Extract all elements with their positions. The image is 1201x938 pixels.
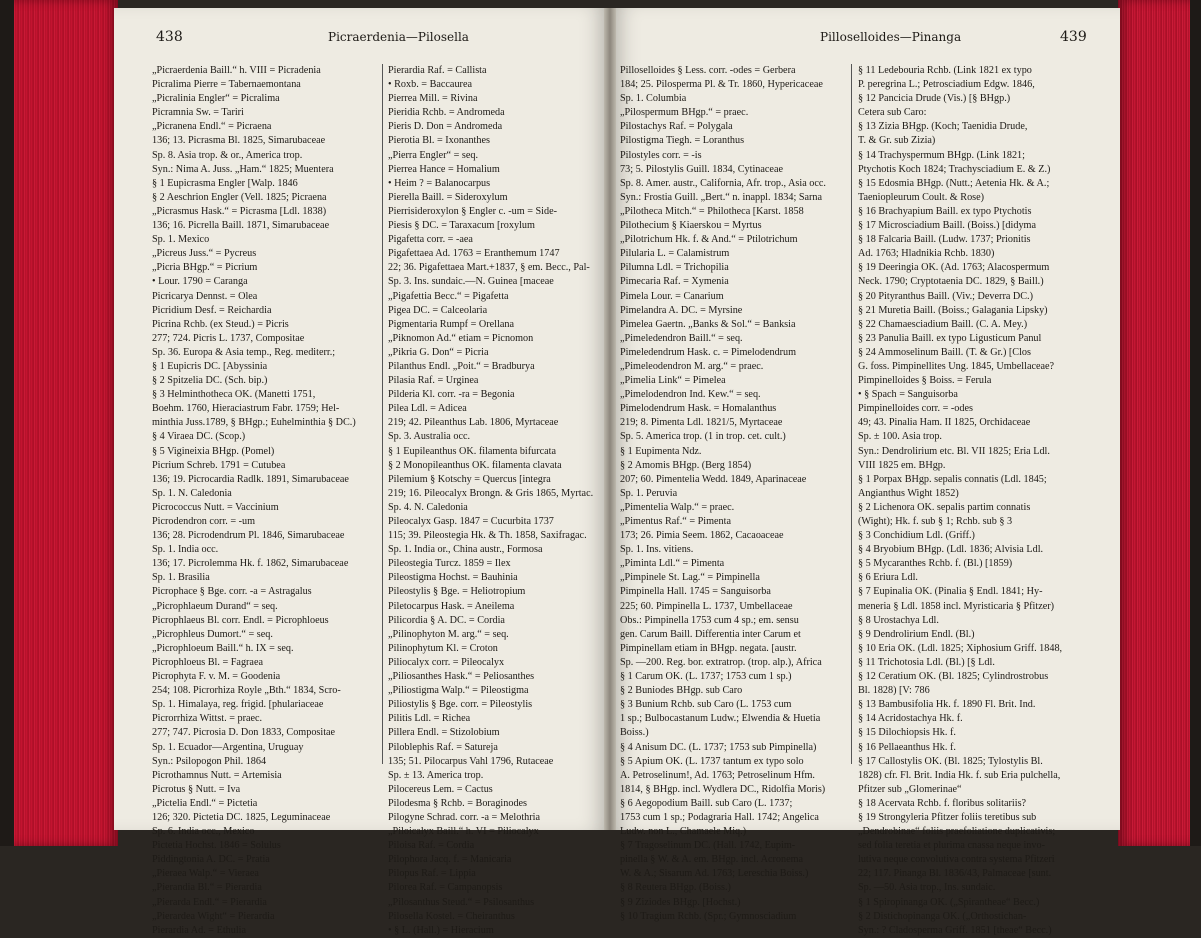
text-line: Pimela Lour. = Canarium xyxy=(620,290,724,302)
text-line: § 19 Strongyleria Pfitzer foliis teretibus sub xyxy=(858,811,1037,823)
text-line: „Dendrobinae“ foliis praefoliatione duplicativis; xyxy=(858,826,1056,838)
text-line: pinella § W. & A. em. BHgp. incl. Acronema xyxy=(620,854,804,866)
text-line: § 10 Eria OK. (Ldl. 1825; Xiphosium Griff. 1848, xyxy=(858,642,1063,654)
text-line: Neck. 1790; Cryptotaenia DC. 1829, § Baill.) xyxy=(858,276,1044,288)
text-line: § 2 Amomis BHgp. (Berg 1854) xyxy=(620,459,752,471)
text-line: § 21 Muretia Baill. (Boiss.; Galagania Lipsky) xyxy=(858,304,1048,316)
text-line: 49; 43. Pinalia Ham. II 1825, Orchidaceae xyxy=(858,417,1031,429)
text-line: VIII 1825 em. BHgp. xyxy=(858,459,946,471)
text-line: § 1 Spiropinanga OK. („Spirantheae“ Becc.) xyxy=(858,896,1040,908)
text-line: Piddingtonia A. DC. = Pratia xyxy=(152,854,270,866)
text-line: § 2 Buniodes BHgp. sub Caro xyxy=(620,685,743,697)
text-line: Pilea Ldl. = Adicea xyxy=(388,403,467,415)
text-line: § 5 Apium OK. (L. 1737 tantum ex typo solo xyxy=(620,755,804,767)
text-line: § 17 Microsciadium Baill. (Boiss.) [didyma xyxy=(858,220,1036,232)
text-line: § 4 Bryobium BHgp. (Ldl. 1836; Alvisia Ldl. xyxy=(858,544,1044,556)
text-line: „Pierra Engler“ = seq. xyxy=(388,149,479,161)
text-line: 22; 117. Pinanga Bl. 1836/43, Palmaceae [sunt. xyxy=(858,868,1052,880)
text-line: Pilothecium § Kiaerskou = Myrtus xyxy=(620,220,762,232)
text-line: Pigafetta corr. = -aea xyxy=(388,234,473,246)
text-line: 225; 60. Pimpinella L. 1737, Umbellaceae xyxy=(620,600,793,612)
left-page-column-1 xyxy=(152,64,378,938)
text-line: „Pilinophyton M. arg.“ = seq. xyxy=(388,628,509,640)
text-line: „Piminta Ldl.“ = Pimenta xyxy=(620,558,725,570)
text-line: Sp. 8. Amer. austr., California, Afr. trop., Asia occ. xyxy=(620,177,826,189)
text-line: § 9 Dendrolirium Endl. (Bl.) xyxy=(858,628,975,640)
text-line: § 16 Pellaeanthus Hk. f. xyxy=(858,741,956,753)
text-line: Pilostyles corr. = -is xyxy=(620,149,702,161)
text-line: § 6 Aegopodium Baill. sub Caro (L. 1737; xyxy=(620,797,793,809)
text-line: „Pilosanthus Steud.“ = Psilosanthus xyxy=(388,896,535,908)
text-line: Syn.: Dendrolirium etc. Bl. VII 1825; Eria Ldl. xyxy=(858,445,1050,457)
text-line: Pimecaria Raf. = Xymenia xyxy=(620,276,729,288)
text-line: § 6 Eriura Ldl. xyxy=(858,572,918,584)
text-line: Piliocalyx corr. = Pileocalyx xyxy=(388,656,505,668)
text-line: „Picralinia Engler“ = Picralima xyxy=(152,93,280,105)
text-line: § 1 Porpax BHgp. sepalis connatis (Ldl. 1845; xyxy=(858,473,1047,485)
text-line: „Picrophlaeum Durand“ = seq. xyxy=(152,600,278,612)
text-line: § 7 Eupinalia OK. (Pinalia § Endl. 1841; Hy- xyxy=(858,586,1043,598)
text-line: sed folia teretia et plurima cnassa neque invo- xyxy=(858,840,1045,852)
left-page-number: 438 xyxy=(156,29,183,45)
book-edge-right xyxy=(1118,0,1201,846)
text-line: Angianthus Wight 1852) xyxy=(858,487,959,499)
text-line: 207; 60. Pimentelia Wedd. 1849, Aparinaceae xyxy=(620,473,807,485)
text-line: Syn.: ? Cladosperma Griff. 1851 [theae“ Becc.) xyxy=(858,924,1052,936)
text-line: P. peregrina L.; Petrosciadium Edgw. 1846, xyxy=(858,79,1035,91)
text-line: 136; 17. Picrolemma Hk. f. 1862, Simarubaceae xyxy=(152,558,349,570)
text-line: 277; 724. Picris L. 1737, Compositae xyxy=(152,332,305,344)
text-line: Picralima Pierre = Tabernaemontana xyxy=(152,79,301,91)
text-line: Piliostylis § Bge. corr. = Pileostylis xyxy=(388,699,533,711)
text-line: Picricarya Dennst. = Olea xyxy=(152,290,258,302)
text-line: § 13 Bambusifolia Hk. f. 1890 Fl. Brit. Ind. xyxy=(858,699,1036,711)
text-line: • Heim ? = Balanocarpus xyxy=(388,177,491,189)
text-line: Piloblephis Raf. = Satureja xyxy=(388,741,498,753)
text-line: Sp. 1. Mexico xyxy=(152,234,210,246)
text-line: Sp. —50. Asia trop., Ins. sundaic. xyxy=(858,882,996,894)
text-line: Sp. 1. India occ. xyxy=(152,544,219,556)
text-line: Sp. 3. Australia occ. xyxy=(388,431,471,443)
text-line: Pillera Endl. = Stizolobium xyxy=(388,727,500,739)
text-line: Pilostigma Tiegh. = Loranthus xyxy=(620,135,745,147)
text-line: Pilloselloides § Less. corr. -odes = Gerbera xyxy=(620,65,796,76)
text-line: „Pilotheca Mitch.“ = Philotheca [Karst. 1858 xyxy=(620,205,804,217)
text-line: Sp. 36. Europa & Asia temp., Reg. mediterr.; xyxy=(152,346,336,358)
text-line: „Pikria G. Don“ = Picria xyxy=(388,346,489,358)
text-line: A. Petroselinum!, Ad. 1763; Petroselinum Hfm. xyxy=(620,769,815,781)
text-line: Pileostegia Turcz. 1859 = Ilex xyxy=(388,558,511,570)
text-line: Sp. 1. Ecuador—Argentina, Uruguay xyxy=(152,741,304,753)
text-line: „Pictelia Endl.“ = Pictetia xyxy=(152,797,258,809)
text-line: Pilemium § Kotschy = Quercus [integra xyxy=(388,473,551,485)
text-line: Pileostylis § Bge. = Heliotropium xyxy=(388,586,526,598)
text-line: § 9 Ziziodes BHgp. [Hochst.) xyxy=(620,896,741,908)
text-line: Picrina Rchb. (ex Steud.) = Picris xyxy=(152,318,289,330)
text-line: gen. Carum Baill. Differentia inter Carum et xyxy=(620,628,801,640)
text-line: meneria § Ldl. 1858 incl. Myristicaria § Pfitzer) xyxy=(858,600,1055,612)
text-line: „Pimpinele St. Lag.“ = Pimpinella xyxy=(620,572,760,584)
text-line: § 15 Edosmia BHgp. (Nutt.; Aetenia Hk. & A.; xyxy=(858,177,1050,189)
column-rule-right xyxy=(851,64,852,764)
text-line: „Piknomon Ad.“ etiam = Picnomon xyxy=(388,332,534,344)
text-line: Bl. 1828) [V: 786 xyxy=(858,685,930,697)
text-line: Sp. 1. India or., China austr., Formosa xyxy=(388,544,543,556)
text-line: Cetera sub Caro: xyxy=(858,107,927,119)
text-line: Picrophlaeus Bl. corr. Endl. = Picrophloeus xyxy=(152,614,329,626)
book-edge-left xyxy=(0,0,118,846)
text-line: Picrophyta F. v. M. = Goodenia xyxy=(152,671,281,683)
text-line: Picrium Schreb. 1791 = Cutubea xyxy=(152,459,286,471)
text-line: Pierella Baill. = Sideroxylum xyxy=(388,191,508,203)
text-line: § 24 Ammoselinum Baill. (T. & Gr.) [Clos xyxy=(858,346,1031,358)
text-line: § 17 Callostylis OK. (Bl. 1825; Tylostylis Bl. xyxy=(858,755,1043,767)
right-running-head: Pilloselloides—Pinanga xyxy=(820,30,962,44)
book-cover-left xyxy=(0,0,14,846)
text-line: lutiva neque convolutiva contra systema Pfitzeri xyxy=(858,854,1055,866)
text-line: Piletocarpus Hask. = Aneilema xyxy=(388,600,515,612)
text-line: Syn.: Nima A. Juss. „Ham.“ 1825; Muentera xyxy=(152,163,334,175)
text-line: Picrodendron corr. = -um xyxy=(152,516,256,527)
text-line: „Piliostigma Walp.“ = Pileostigma xyxy=(388,685,529,697)
text-line: § 1 Eupicrasma Engler [Walp. 1846 xyxy=(152,177,298,189)
text-line: Pigafettaea Ad. 1763 = Eranthemum 1747 xyxy=(388,248,560,260)
text-line: Obs.: Pimpinella 1753 cum 4 sp.; em. sensu xyxy=(620,614,799,626)
text-line: „Pimentus Raf.“ = Pimenta xyxy=(620,516,731,527)
text-line: Pierardia Raf. = Callista xyxy=(388,65,487,76)
text-line: „Pierandia Bl.“ = Pierardia xyxy=(152,882,262,894)
left-running-head: Picraerdenia—Pilosella xyxy=(328,30,469,44)
text-line: 136; 16. Picrella Baill. 1871, Simarubaceae xyxy=(152,220,330,232)
text-line: 277; 747. Picrosia D. Don 1833, Compositae xyxy=(152,727,336,739)
text-line: Pilorea Raf. = Campanopsis xyxy=(388,882,503,894)
text-line: Pieris D. Don = Andromeda xyxy=(388,121,503,133)
text-line: „Pigafettia Becc.“ = Pigafetta xyxy=(388,290,509,302)
text-line: Sp. 5. America trop. (1 in trop. cet. cult.) xyxy=(620,431,786,443)
text-line: § 7 Tragoselinum DC. (Hall. 1742, Eupim- xyxy=(620,840,796,852)
text-line: § 1 Eupicris DC. [Abyssinia xyxy=(152,360,268,372)
text-line: § 5 Mycaranthes Rchb. f. (Bl.) [1859) xyxy=(858,558,1013,570)
text-line: „Pimeleodendron M. arg.“ = praec. xyxy=(620,360,764,372)
text-line: „Piloicalyx Baill.“ h. VI = Piliocalyx xyxy=(388,826,539,838)
text-line: Pimpinellam etiam in BHgp. negata. [austr. xyxy=(620,642,797,654)
book-gutter xyxy=(604,8,616,830)
text-line: § 3 Conchidium Ldl. (Griff.) xyxy=(858,530,975,542)
text-line: „Picrophleus Dumort.“ = seq. xyxy=(152,628,273,640)
text-line: • § Spach = Sanguisorba xyxy=(858,389,958,401)
text-line: „Pimeledendron Baill.“ = seq. xyxy=(620,332,743,344)
text-line: G. foss. Pimpinellites Ung. 1845, Umbellaceae? xyxy=(858,360,1055,372)
text-line: Boehm. 1760, Hieraciastrum Fabr. 1759; Hel- xyxy=(152,403,340,415)
text-line: Pimeledendrum Hask. c. = Pimelodendrum xyxy=(620,346,797,358)
text-line: Pierardia Ad. = Ethulia xyxy=(152,924,247,936)
text-line: § 13 Zizia BHgp. (Koch; Taenidia Drude, xyxy=(858,121,1028,133)
text-line: Pilostachys Raf. = Polygala xyxy=(620,121,733,133)
text-line: Pierrea Hance = Homalium xyxy=(388,163,500,175)
text-line: Sp. 1. Ins. vitiens. xyxy=(620,544,694,556)
text-line: • Lour. 1790 = Caranga xyxy=(152,276,248,288)
text-line: Picrophace § Bge. corr. -a = Astragalus xyxy=(152,586,312,598)
text-line: 22; 36. Pigafettaea Mart.+1837, § em. Becc., Pal- xyxy=(388,262,590,274)
text-line: Sp. 3. Ins. sundaic.—N. Guinea [maceae xyxy=(388,276,554,288)
text-line: „Pimelodendron Ind. Kew.“ = seq. xyxy=(620,389,761,401)
text-line: § 2 Monopileanthus OK. filamenta clavata xyxy=(388,459,562,471)
text-line: Sp. 1. N. Caledonia xyxy=(152,487,232,499)
text-line: Pigea DC. = Calceolaria xyxy=(388,304,488,316)
text-line: § 4 Viraea DC. (Scop.) xyxy=(152,431,246,443)
text-line: Piesis § DC. = Taraxacum [roxylum xyxy=(388,220,535,232)
text-line: Boiss.) xyxy=(620,727,649,739)
text-line: 126; 320. Pictetia DC. 1825, Leguminaceae xyxy=(152,811,331,823)
text-line: Picrotus § Nutt. = Iva xyxy=(152,783,241,795)
text-line: • Roxb. = Baccaurea xyxy=(388,79,472,91)
right-page-number: 439 xyxy=(1060,29,1087,45)
text-line: Pilicordia § A. DC. = Cordia xyxy=(388,614,505,626)
text-line: Taeniopleurum Coult. & Rose) xyxy=(858,191,985,203)
text-line: Sp. 1. Himalaya, reg. frigid. [phulariaceae xyxy=(152,699,324,711)
text-line: Sp. ± 13. America trop. xyxy=(388,769,484,781)
text-line: Pfitzer sub „Glomerinae“ xyxy=(858,783,962,795)
text-line: Pimelodendrum Hask. = Homalanthus xyxy=(620,403,777,415)
text-line: Pilocereus Lem. = Cactus xyxy=(388,783,493,795)
text-line: 219; 8. Pimenta Ldl. 1821/5, Myrtaceae xyxy=(620,417,783,429)
text-line: Pileocalyx Gasp. 1847 = Cucurbita 1737 xyxy=(388,516,554,527)
book-cover-right xyxy=(1190,0,1201,846)
text-line: Piloisa Raf. = Cordia xyxy=(388,840,475,852)
text-line: 1753 cum 1 sp.; Podagraria Hall. 1742; Angelica xyxy=(620,811,819,823)
text-line: § 23 Panulia Baill. ex typo Ligusticum Panul xyxy=(858,332,1042,344)
text-line: „Pimelia Link“ = Pimelea xyxy=(620,375,726,387)
text-line: § 2 Distichopinanga OK. („Orthostichan- xyxy=(858,910,1027,922)
text-line: Sp. 6. India occ., Mexico xyxy=(152,826,255,838)
text-line: Pictetia Hochst. 1846 = Solulus xyxy=(152,840,281,852)
text-line: 136; 13. Picrasma Bl. 1825, Simarubaceae xyxy=(152,135,326,147)
text-line: § 16 Brachyapium Baill. ex typo Ptychotis xyxy=(858,205,1032,217)
text-line: § 14 Acridostachya Hk. f. xyxy=(858,713,963,725)
text-line: Pilitis Ldl. = Richea xyxy=(388,713,471,725)
text-line: 219; 16. Pileocalyx Brongn. & Gris 1865, Myrtac. xyxy=(388,487,594,499)
text-line: „Pierardea Wight“ = Pierardia xyxy=(152,910,275,922)
text-line: § 2 Aeschrion Engler (Vell. 1825; Picraena xyxy=(152,191,327,203)
text-line: § 1 Carum OK. (L. 1737; 1753 cum 1 sp.) xyxy=(620,671,792,683)
column-rule-left xyxy=(382,64,383,764)
text-line: „Picrasmus Hask.“ = Picrasma [Ldl. 1838) xyxy=(152,205,327,217)
text-line: Syn.: Frostia Guill. „Bert.“ n. inappl. 1834; Sarna xyxy=(620,191,823,203)
text-line: Pieridia Rchb. = Andromeda xyxy=(388,107,505,119)
text-line: Pilosella Kostel. = Cheiranthus xyxy=(388,910,515,922)
text-line: § 12 Ceratium OK. (Bl. 1825; Cylindrostrobus xyxy=(858,671,1049,683)
text-line: Pimelandra A. DC. = Myrsine xyxy=(620,304,743,316)
text-line: Sp. ± 100. Asia trop. xyxy=(858,431,942,443)
text-line: Picridium Desf. = Reichardia xyxy=(152,304,272,316)
text-line: „Pieraea Walp.“ = Vieraea xyxy=(152,868,259,880)
text-line: Pilophora Jacq. f. = Manicaria xyxy=(388,854,512,866)
text-line: 136; 28. Picrodendrum Pl. 1846, Simarubaceae xyxy=(152,530,345,542)
text-line: Pimpinelloides § Boiss. = Ferula xyxy=(858,375,992,387)
text-line: 135; 51. Pilocarpus Vahl 1796, Rutaceae xyxy=(388,755,554,767)
text-line: § 10 Tragium Rchb. (Spr.; Gymnosciadium xyxy=(620,910,797,922)
text-line: Sp. 1. Brasilia xyxy=(152,572,210,584)
text-line: „Pilotrichum Hk. f. & And.“ = Ptilotrichum xyxy=(620,234,798,246)
text-line: Pierotia Bl. = Ixonanthes xyxy=(388,135,490,147)
text-line: Sp. 4. N. Caledonia xyxy=(388,501,468,513)
text-line: Picrococcus Nutt. = Vaccinium xyxy=(152,501,279,513)
text-line: Pilinophytum Kl. = Croton xyxy=(388,642,498,654)
text-line: „Picria BHgp.“ = Picrium xyxy=(152,262,258,274)
text-line: 1828) cfr. Fl. Brit. India Hk. f. sub Eria pulchella, xyxy=(858,769,1061,781)
text-line: Sp. 1. Peruvia xyxy=(620,487,678,499)
text-line: Pilogyne Schrad. corr. -a = Melothria xyxy=(388,811,541,823)
text-line: § 18 Falcaria Baill. (Ludw. 1737; Prionitis xyxy=(858,234,1031,246)
text-line: Sp. 1. Columbia xyxy=(620,93,687,105)
text-line: 136; 19. Picrocardia Radlk. 1891, Simarubaceae xyxy=(152,473,349,485)
text-line: § 2 Lichenora OK. sepalis partim connatis xyxy=(858,501,1031,513)
text-line: Pimpinelloides corr. = -odes xyxy=(858,403,973,415)
text-line: § 22 Chamaesciadium Baill. (C. A. Mey.) xyxy=(858,318,1028,330)
text-line: Pimelea Gaertn. „Banks & Sol.“ = Banksia xyxy=(620,318,796,330)
text-line: „Picranena Endl.“ = Picraena xyxy=(152,121,272,133)
text-line: § 4 Anisum DC. (L. 1737; 1753 sub Pimpinella) xyxy=(620,741,817,753)
text-line: Pilopus Raf. = Lippia xyxy=(388,868,476,880)
text-line: „Picrophloeum Baill.“ h. IX = seq. xyxy=(152,642,294,654)
text-line: § 11 Trichotosia Ldl. (Bl.) [§ Ldl. xyxy=(858,656,995,668)
text-line: 73; 5. Pilostylis Guill. 1834, Cytinaceae xyxy=(620,163,783,175)
text-line: „Picreus Juss.“ = Pycreus xyxy=(152,248,257,260)
text-line: Ad. 1763; Hladnikia Rchb. 1830) xyxy=(858,248,995,260)
text-line: W. & A.; Sisarum Ad. 1763; Lereschia Boiss.) xyxy=(620,868,809,880)
text-line: Syn.: Psilopogon Phil. 1864 xyxy=(152,755,267,767)
text-line: § 5 Vigineixia BHgp. (Pomel) xyxy=(152,445,275,457)
text-line: „Pilospermum BHgp.“ = praec. xyxy=(620,107,749,119)
text-line: 184; 25. Pilosperma Pl. & Tr. 1860, Hypericaceae xyxy=(620,79,823,91)
text-line: Pierrea Mill. = Rivina xyxy=(388,93,478,105)
right-page-column-2 xyxy=(858,64,1114,938)
text-line: 1 sp.; Bulbocastanum Ludw.; Elwendia & Huetia xyxy=(620,713,821,725)
text-line: Picrorrhiza Wittst. = praec. xyxy=(152,713,263,725)
text-line: 115; 39. Pileostegia Hk. & Th. 1858, Saxifragac. xyxy=(388,530,587,542)
text-line: minthia Juss.1789, § BHgp.; Euhelminthia § DC.) xyxy=(152,417,356,429)
text-line: Pierrisideroxylon § Engler c. -um = Side- xyxy=(388,205,557,217)
text-line: • § L. (Hall.) = Hieracium xyxy=(388,924,494,936)
text-line: § 12 Pancicia Drude (Vis.) [§ BHgp.) xyxy=(858,93,1011,105)
text-line: § 8 Reutera BHgp. (Boiss.) xyxy=(620,882,731,894)
text-line: § 18 Acervata Rchb. f. floribus solitariis? xyxy=(858,797,1027,809)
text-line: „Pierarda Endl.“ = Pierardia xyxy=(152,896,267,908)
text-line: Pilanthus Endl. „Poit.“ = Bradburya xyxy=(388,360,535,372)
text-line: 1814, § BHgp. incl. Wydlera DC., Ridolfia Moris) xyxy=(620,783,826,795)
text-line: Picrophloeus Bl. = Fagraea xyxy=(152,656,263,668)
text-line: Pilularia L. = Calamistrum xyxy=(620,248,730,260)
text-line: Picramnia Sw. = Tariri xyxy=(152,107,244,119)
right-page-column-1 xyxy=(620,64,848,924)
text-line: Sp. 8. Asia trop. & or., America trop. xyxy=(152,149,303,161)
text-line: § 1 Eupileanthus OK. filamenta bifurcata xyxy=(388,445,557,457)
text-line: Pilderia Kl. corr. -ra = Begonia xyxy=(388,389,515,401)
text-line: Sp. —200. Reg. bor. extratrop. (trop. alp.), Africa xyxy=(620,656,822,668)
text-line: T. & Gr. sub Zizia) xyxy=(858,135,936,147)
text-line: 173; 26. Pimia Seem. 1862, Cacaoaceae xyxy=(620,530,784,542)
text-line: Pilumna Ldl. = Trichopilia xyxy=(620,262,729,274)
text-line: Picrothamnus Nutt. = Artemisia xyxy=(152,769,282,781)
text-line: § 15 Dilochiopsis Hk. f. xyxy=(858,727,956,739)
text-line: § 19 Deeringia OK. (Ad. 1763; Alacospermum xyxy=(858,262,1050,274)
text-line: § 8 Urostachya Ldl. xyxy=(858,614,939,626)
text-line: § 11 Ledebouria Rchb. (Link 1821 ex typo xyxy=(858,65,1032,76)
text-line: Pileostigma Hochst. = Bauhinia xyxy=(388,572,518,584)
text-line: Pilasia Raf. = Urginea xyxy=(388,375,479,387)
text-line: Ludw. non L., Chamaele Miq.) xyxy=(620,826,747,838)
text-line: § 1 Eupimenta Ndz. xyxy=(620,445,702,457)
left-page-column-2 xyxy=(388,64,604,938)
text-line: „Picraerdenia Baill.“ h. VIII = Picradenia xyxy=(152,65,321,76)
text-line: 254; 108. Picrorhiza Royle „Bth.“ 1834, Scro- xyxy=(152,685,341,697)
text-line: § 14 Trachyspermum BHgp. (Link 1821; xyxy=(858,149,1025,161)
text-line: 219; 42. Pileanthus Lab. 1806, Myrtaceae xyxy=(388,417,559,429)
text-line: Pigmentaria Rumpf = Orellana xyxy=(388,318,514,330)
text-line: Pilodesma § Rchb. = Boraginodes xyxy=(388,797,528,809)
text-line: § 3 Helminthotheca OK. (Manetti 1751, xyxy=(152,389,316,401)
text-line: „Piliosanthes Hask.“ = Peliosanthes xyxy=(388,671,535,683)
text-line: Ptychotis Koch 1824; Trachysciadium E. & Z.) xyxy=(858,163,1051,175)
text-line: „Pimentelia Walp.“ = praec. xyxy=(620,501,735,513)
text-line: Pimpinella Hall. 1745 = Sanguisorba xyxy=(620,586,771,598)
text-line: § 20 Pityranthus Baill. (Viv.; Deverra DC.) xyxy=(858,290,1033,302)
text-line: § 2 Spitzelia DC. (Sch. bip.) xyxy=(152,375,268,387)
text-line: (Wight); Hk. f. sub § 1; Rchb. sub § 3 xyxy=(858,516,1013,527)
text-line: § 3 Bunium Rchb. sub Caro (L. 1753 cum xyxy=(620,699,792,711)
